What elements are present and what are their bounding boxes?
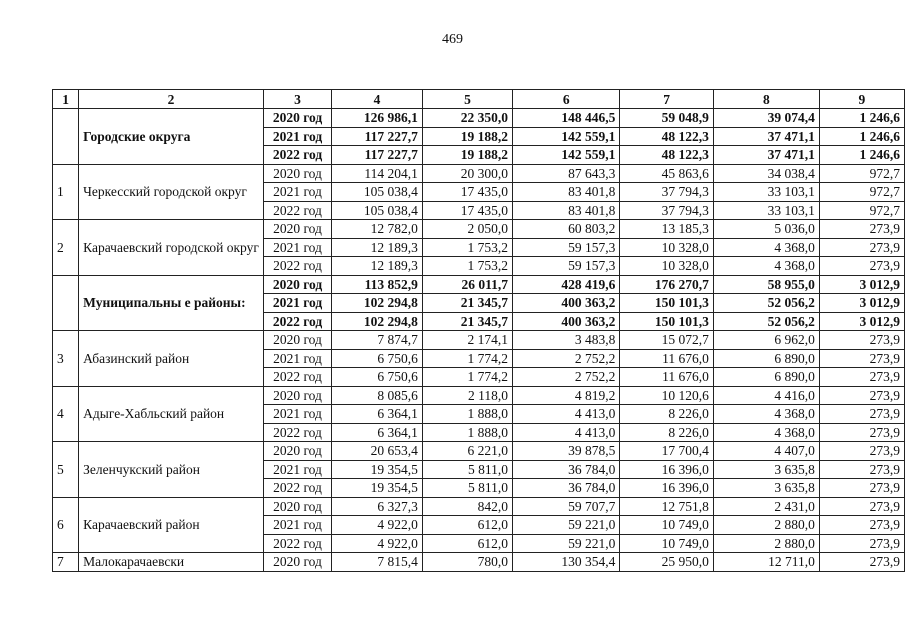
year-cell: 2022 год xyxy=(263,201,331,220)
territory-name-cell: Абазинский район xyxy=(79,331,264,387)
value-cell: 22 350,0 xyxy=(422,109,512,128)
column-header: 5 xyxy=(422,90,512,109)
value-cell: 15 072,7 xyxy=(620,331,714,350)
value-cell: 5 811,0 xyxy=(422,479,512,498)
year-cell: 2020 год xyxy=(263,497,331,516)
value-cell: 4 407,0 xyxy=(713,442,819,461)
value-cell: 37 794,3 xyxy=(620,183,714,202)
year-cell: 2020 год xyxy=(263,109,331,128)
value-cell: 5 036,0 xyxy=(713,220,819,239)
value-cell: 16 396,0 xyxy=(620,460,714,479)
year-cell: 2020 год xyxy=(263,220,331,239)
year-cell: 2021 год xyxy=(263,349,331,368)
value-cell: 19 188,2 xyxy=(422,146,512,165)
value-cell: 83 401,8 xyxy=(513,201,620,220)
value-cell: 59 048,9 xyxy=(620,109,714,128)
value-cell: 2 174,1 xyxy=(422,331,512,350)
value-cell: 612,0 xyxy=(422,534,512,553)
value-cell: 39 074,4 xyxy=(713,109,819,128)
row-number-cell: 6 xyxy=(53,497,79,553)
value-cell: 10 328,0 xyxy=(620,238,714,257)
year-cell: 2021 год xyxy=(263,127,331,146)
year-cell: 2021 год xyxy=(263,183,331,202)
value-cell: 2 050,0 xyxy=(422,220,512,239)
row-number-cell: 5 xyxy=(53,442,79,498)
value-cell: 612,0 xyxy=(422,516,512,535)
column-header: 1 xyxy=(53,90,79,109)
header-row xyxy=(53,90,905,109)
value-cell: 6 750,6 xyxy=(332,349,423,368)
value-cell: 2 118,0 xyxy=(422,386,512,405)
year-cell: 2020 год xyxy=(263,275,331,294)
year-cell: 2020 год xyxy=(263,553,331,572)
value-cell: 273,9 xyxy=(819,238,904,257)
value-cell: 4 368,0 xyxy=(713,405,819,424)
value-cell: 2 752,2 xyxy=(513,349,620,368)
value-cell: 2 431,0 xyxy=(713,497,819,516)
value-cell: 972,7 xyxy=(819,164,904,183)
value-cell: 4 368,0 xyxy=(713,423,819,442)
value-cell: 6 890,0 xyxy=(713,368,819,387)
value-cell: 7 815,4 xyxy=(332,553,423,572)
value-cell: 59 157,3 xyxy=(513,238,620,257)
value-cell: 59 221,0 xyxy=(513,534,620,553)
value-cell: 12 782,0 xyxy=(332,220,423,239)
column-header: 4 xyxy=(332,90,423,109)
column-header: 8 xyxy=(713,90,819,109)
value-cell: 33 103,1 xyxy=(713,183,819,202)
value-cell: 117 227,7 xyxy=(332,146,423,165)
value-cell: 8 226,0 xyxy=(620,405,714,424)
year-cell: 2020 год xyxy=(263,442,331,461)
value-cell: 52 056,2 xyxy=(713,294,819,313)
territory-name-cell: Зеленчукский район xyxy=(79,442,264,498)
row-number-cell: 3 xyxy=(53,331,79,387)
value-cell: 273,9 xyxy=(819,442,904,461)
value-cell: 273,9 xyxy=(819,386,904,405)
value-cell: 3 635,8 xyxy=(713,460,819,479)
value-cell: 400 363,2 xyxy=(513,312,620,331)
value-cell: 10 749,0 xyxy=(620,534,714,553)
value-cell: 273,9 xyxy=(819,497,904,516)
value-cell: 8 226,0 xyxy=(620,423,714,442)
value-cell: 273,9 xyxy=(819,516,904,535)
value-cell: 6 221,0 xyxy=(422,442,512,461)
territory-name-cell: Адыге-Хабльский район xyxy=(79,386,264,442)
value-cell: 13 185,3 xyxy=(620,220,714,239)
value-cell: 10 749,0 xyxy=(620,516,714,535)
value-cell: 59 707,7 xyxy=(513,497,620,516)
territory-name-cell: Черкесский городской округ xyxy=(79,164,264,220)
value-cell: 142 559,1 xyxy=(513,127,620,146)
table-row xyxy=(53,497,905,516)
value-cell: 4 416,0 xyxy=(713,386,819,405)
column-header: 9 xyxy=(819,90,904,109)
year-cell: 2021 год xyxy=(263,460,331,479)
value-cell: 3 635,8 xyxy=(713,479,819,498)
year-cell: 2021 год xyxy=(263,238,331,257)
row-number-cell xyxy=(53,275,79,331)
value-cell: 3 483,8 xyxy=(513,331,620,350)
value-cell: 19 188,2 xyxy=(422,127,512,146)
value-cell: 113 852,9 xyxy=(332,275,423,294)
column-header: 7 xyxy=(620,90,714,109)
year-cell: 2020 год xyxy=(263,331,331,350)
table-row xyxy=(53,164,905,183)
value-cell: 83 401,8 xyxy=(513,183,620,202)
value-cell: 33 103,1 xyxy=(713,201,819,220)
page-number: 469 xyxy=(442,32,463,47)
value-cell: 87 643,3 xyxy=(513,164,620,183)
value-cell: 1 774,2 xyxy=(422,349,512,368)
row-number-cell: 7 xyxy=(53,553,79,572)
value-cell: 2 880,0 xyxy=(713,516,819,535)
value-cell: 17 435,0 xyxy=(422,183,512,202)
value-cell: 58 955,0 xyxy=(713,275,819,294)
table-row xyxy=(53,442,905,461)
table-row xyxy=(53,109,905,128)
year-cell: 2022 год xyxy=(263,257,331,276)
value-cell: 12 189,3 xyxy=(332,257,423,276)
value-cell: 25 950,0 xyxy=(620,553,714,572)
value-cell: 12 751,8 xyxy=(620,497,714,516)
row-number-cell: 4 xyxy=(53,386,79,442)
value-cell: 37 471,1 xyxy=(713,127,819,146)
value-cell: 273,9 xyxy=(819,220,904,239)
value-cell: 4 922,0 xyxy=(332,516,423,535)
value-cell: 48 122,3 xyxy=(620,127,714,146)
table-row xyxy=(53,331,905,350)
value-cell: 4 413,0 xyxy=(513,423,620,442)
year-cell: 2020 год xyxy=(263,386,331,405)
value-cell: 4 922,0 xyxy=(332,534,423,553)
value-cell: 176 270,7 xyxy=(620,275,714,294)
column-header: 3 xyxy=(263,90,331,109)
value-cell: 36 784,0 xyxy=(513,479,620,498)
value-cell: 52 056,2 xyxy=(713,312,819,331)
value-cell: 17 700,4 xyxy=(620,442,714,461)
value-cell: 273,9 xyxy=(819,479,904,498)
value-cell: 150 101,3 xyxy=(620,294,714,313)
value-cell: 4 368,0 xyxy=(713,257,819,276)
year-cell: 2022 год xyxy=(263,146,331,165)
value-cell: 10 120,6 xyxy=(620,386,714,405)
year-cell: 2021 год xyxy=(263,516,331,535)
value-cell: 126 986,1 xyxy=(332,109,423,128)
value-cell: 19 354,5 xyxy=(332,460,423,479)
value-cell: 1 246,6 xyxy=(819,127,904,146)
value-cell: 273,9 xyxy=(819,349,904,368)
value-cell: 273,9 xyxy=(819,405,904,424)
value-cell: 105 038,4 xyxy=(332,201,423,220)
value-cell: 5 811,0 xyxy=(422,460,512,479)
value-cell: 21 345,7 xyxy=(422,312,512,331)
value-cell: 114 204,1 xyxy=(332,164,423,183)
territory-name-cell: Карачаевский городской округ xyxy=(79,220,264,276)
value-cell: 20 300,0 xyxy=(422,164,512,183)
value-cell: 273,9 xyxy=(819,257,904,276)
year-cell: 2022 год xyxy=(263,423,331,442)
value-cell: 45 863,6 xyxy=(620,164,714,183)
value-cell: 20 653,4 xyxy=(332,442,423,461)
value-cell: 17 435,0 xyxy=(422,201,512,220)
value-cell: 1 246,6 xyxy=(819,109,904,128)
value-cell: 273,9 xyxy=(819,331,904,350)
value-cell: 117 227,7 xyxy=(332,127,423,146)
value-cell: 6 962,0 xyxy=(713,331,819,350)
value-cell: 1 753,2 xyxy=(422,238,512,257)
row-number-cell: 1 xyxy=(53,164,79,220)
table-row xyxy=(53,275,905,294)
value-cell: 12 189,3 xyxy=(332,238,423,257)
year-cell: 2020 год xyxy=(263,164,331,183)
value-cell: 4 819,2 xyxy=(513,386,620,405)
territory-name-cell: Городские округа xyxy=(79,109,264,165)
value-cell: 59 221,0 xyxy=(513,516,620,535)
value-cell: 3 012,9 xyxy=(819,294,904,313)
value-cell: 37 471,1 xyxy=(713,146,819,165)
data-table xyxy=(52,89,905,572)
value-cell: 150 101,3 xyxy=(620,312,714,331)
value-cell: 6 750,6 xyxy=(332,368,423,387)
value-cell: 142 559,1 xyxy=(513,146,620,165)
value-cell: 10 328,0 xyxy=(620,257,714,276)
value-cell: 3 012,9 xyxy=(819,275,904,294)
value-cell: 148 446,5 xyxy=(513,109,620,128)
value-cell: 1 753,2 xyxy=(422,257,512,276)
value-cell: 2 880,0 xyxy=(713,534,819,553)
value-cell: 6 327,3 xyxy=(332,497,423,516)
value-cell: 780,0 xyxy=(422,553,512,572)
value-cell: 273,9 xyxy=(819,534,904,553)
year-cell: 2022 год xyxy=(263,312,331,331)
table-body xyxy=(53,90,905,572)
value-cell: 4 413,0 xyxy=(513,405,620,424)
value-cell: 428 419,6 xyxy=(513,275,620,294)
value-cell: 102 294,8 xyxy=(332,312,423,331)
value-cell: 273,9 xyxy=(819,423,904,442)
value-cell: 4 368,0 xyxy=(713,238,819,257)
value-cell: 60 803,2 xyxy=(513,220,620,239)
column-header: 2 xyxy=(79,90,264,109)
territory-name-cell: Малокарачаевски xyxy=(79,553,264,572)
value-cell: 7 874,7 xyxy=(332,331,423,350)
value-cell: 26 011,7 xyxy=(422,275,512,294)
year-cell: 2022 год xyxy=(263,534,331,553)
year-cell: 2021 год xyxy=(263,294,331,313)
value-cell: 6 890,0 xyxy=(713,349,819,368)
column-header: 6 xyxy=(513,90,620,109)
value-cell: 102 294,8 xyxy=(332,294,423,313)
value-cell: 11 676,0 xyxy=(620,349,714,368)
table-row xyxy=(53,553,905,572)
value-cell: 842,0 xyxy=(422,497,512,516)
row-number-cell xyxy=(53,109,79,165)
row-number-cell: 2 xyxy=(53,220,79,276)
value-cell: 34 038,4 xyxy=(713,164,819,183)
value-cell: 21 345,7 xyxy=(422,294,512,313)
value-cell: 16 396,0 xyxy=(620,479,714,498)
territory-name-cell: Карачаевский район xyxy=(79,497,264,553)
value-cell: 105 038,4 xyxy=(332,183,423,202)
value-cell: 1 888,0 xyxy=(422,423,512,442)
value-cell: 130 354,4 xyxy=(513,553,620,572)
value-cell: 36 784,0 xyxy=(513,460,620,479)
value-cell: 1 246,6 xyxy=(819,146,904,165)
value-cell: 37 794,3 xyxy=(620,201,714,220)
value-cell: 39 878,5 xyxy=(513,442,620,461)
value-cell: 972,7 xyxy=(819,201,904,220)
table-row xyxy=(53,386,905,405)
value-cell: 400 363,2 xyxy=(513,294,620,313)
value-cell: 1 774,2 xyxy=(422,368,512,387)
value-cell: 6 364,1 xyxy=(332,423,423,442)
value-cell: 273,9 xyxy=(819,368,904,387)
value-cell: 972,7 xyxy=(819,183,904,202)
value-cell: 19 354,5 xyxy=(332,479,423,498)
value-cell: 3 012,9 xyxy=(819,312,904,331)
value-cell: 273,9 xyxy=(819,553,904,572)
value-cell: 2 752,2 xyxy=(513,368,620,387)
value-cell: 273,9 xyxy=(819,460,904,479)
year-cell: 2022 год xyxy=(263,368,331,387)
value-cell: 11 676,0 xyxy=(620,368,714,387)
value-cell: 1 888,0 xyxy=(422,405,512,424)
value-cell: 8 085,6 xyxy=(332,386,423,405)
territory-name-cell: Муниципальны е районы: xyxy=(79,275,264,331)
year-cell: 2022 год xyxy=(263,479,331,498)
value-cell: 12 711,0 xyxy=(713,553,819,572)
value-cell: 6 364,1 xyxy=(332,405,423,424)
year-cell: 2021 год xyxy=(263,405,331,424)
value-cell: 59 157,3 xyxy=(513,257,620,276)
value-cell: 48 122,3 xyxy=(620,146,714,165)
table-row xyxy=(53,220,905,239)
